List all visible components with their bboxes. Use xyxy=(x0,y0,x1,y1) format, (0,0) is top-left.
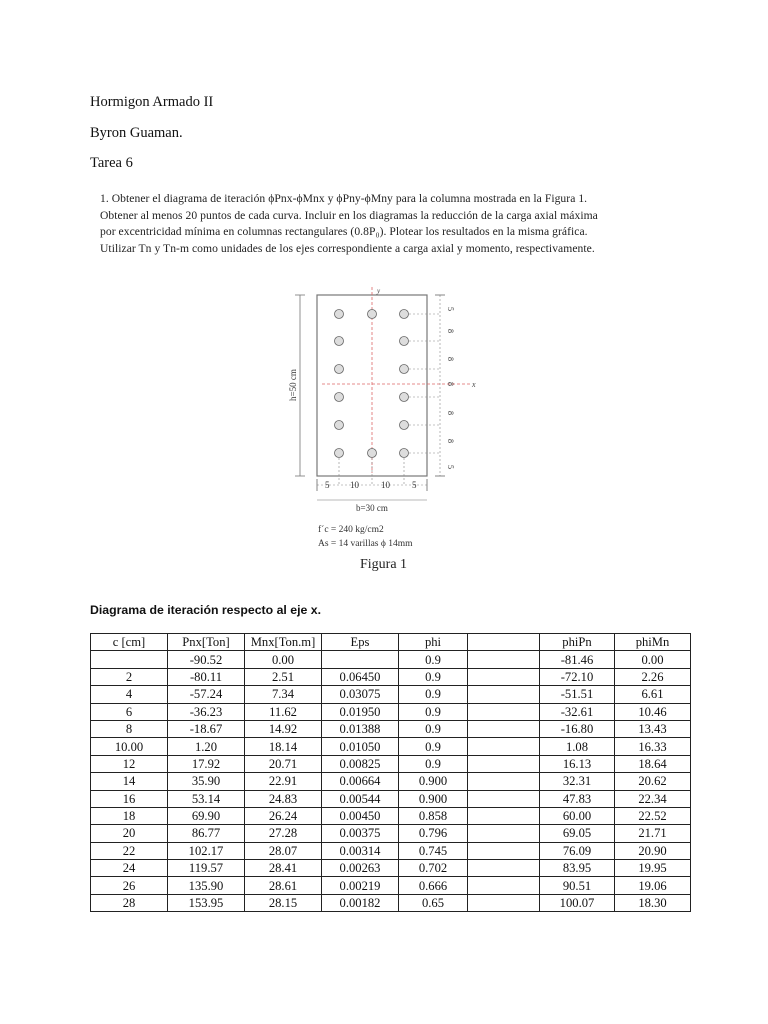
table-cell: 18 xyxy=(91,807,168,824)
table-cell: 20 xyxy=(91,825,168,842)
table-cell: 13.43 xyxy=(615,720,691,737)
table-cell: 24.83 xyxy=(245,790,322,807)
table-cell: 18.64 xyxy=(615,755,691,772)
table-cell: 8 xyxy=(91,720,168,737)
table-cell xyxy=(91,651,168,668)
figure-caption: Figura 1 xyxy=(360,557,408,572)
dim-label: 10 xyxy=(381,480,390,490)
task-line: Utilizar Tn y Tn-m como unidades de los ejes correspondiente a carga axial y momento, respectivamente. xyxy=(100,241,595,255)
table-row xyxy=(91,686,691,703)
table-cell: 102.17 xyxy=(168,842,245,859)
dim-label: 8 xyxy=(446,357,455,361)
table-cell xyxy=(468,807,540,824)
table-cell: 17.92 xyxy=(168,755,245,772)
table-cell: 19.06 xyxy=(615,877,691,894)
table-cell: 0.745 xyxy=(399,842,468,859)
table-row xyxy=(91,825,691,842)
table-cell: 28.41 xyxy=(245,860,322,877)
table-cell: 1.08 xyxy=(540,738,615,755)
table-cell: 22.91 xyxy=(245,773,322,790)
dim-label: 5 xyxy=(325,480,330,490)
table-cell: 69.05 xyxy=(540,825,615,842)
table-cell: 0.01950 xyxy=(322,703,399,720)
table-cell: 6.61 xyxy=(615,686,691,703)
table-row xyxy=(91,773,691,790)
table-cell xyxy=(468,686,540,703)
rebar xyxy=(400,310,409,319)
table-cell: 0.00664 xyxy=(322,773,399,790)
rebar xyxy=(368,449,377,458)
table-cell: 22.34 xyxy=(615,790,691,807)
table-row xyxy=(91,790,691,807)
table-cell: 0.900 xyxy=(399,773,468,790)
table-cell xyxy=(468,668,540,685)
rebar xyxy=(335,365,344,374)
rebar xyxy=(368,310,377,319)
table-cell: 11.62 xyxy=(245,703,322,720)
dim-label: 5 xyxy=(446,465,455,469)
table-cell: 0.9 xyxy=(399,668,468,685)
assignment-title: Tarea 6 xyxy=(90,155,133,171)
task-line: por excentricidad mínima en columnas rectangulares (0.8P₀). Plotear los resultados en la misma gráfica. xyxy=(100,225,588,238)
table-cell: 10.46 xyxy=(615,703,691,720)
rebar xyxy=(335,337,344,346)
table-cell xyxy=(468,877,540,894)
table-cell: -51.51 xyxy=(540,686,615,703)
table-cell: 0.00263 xyxy=(322,860,399,877)
table-cell xyxy=(468,738,540,755)
table-row xyxy=(91,877,691,894)
column-header: c [cm] xyxy=(91,634,168,651)
rebar xyxy=(335,310,344,319)
table-cell: 2.26 xyxy=(615,668,691,685)
table-cell: 4 xyxy=(91,686,168,703)
table-cell: 53.14 xyxy=(168,790,245,807)
rebar xyxy=(400,421,409,430)
table-cell: 0.00219 xyxy=(322,877,399,894)
dim-label: 10 xyxy=(350,480,359,490)
table-cell: 0.00375 xyxy=(322,825,399,842)
table-cell: 0.65 xyxy=(399,894,468,911)
table-cell: 1.20 xyxy=(168,738,245,755)
table-cell: 0.9 xyxy=(399,686,468,703)
table-cell: 22.52 xyxy=(615,807,691,824)
concrete-strength: f´c = 240 kg/cm2 xyxy=(318,525,384,535)
table-cell: 0.9 xyxy=(399,738,468,755)
table-row xyxy=(91,651,691,668)
table-cell: 20.90 xyxy=(615,842,691,859)
column-header: Mnx[Ton.m] xyxy=(245,634,322,651)
table-cell: 28.61 xyxy=(245,877,322,894)
table-cell: 7.34 xyxy=(245,686,322,703)
table-cell: 0.796 xyxy=(399,825,468,842)
rebar xyxy=(335,421,344,430)
table-cell: 10.00 xyxy=(91,738,168,755)
steel-area: As = 14 varillas ϕ 14mm xyxy=(318,539,413,549)
table-header-row xyxy=(91,634,691,651)
table-cell: 60.00 xyxy=(540,807,615,824)
table-cell: 27.28 xyxy=(245,825,322,842)
table-cell: 0.00 xyxy=(245,651,322,668)
table-cell: 0.06450 xyxy=(322,668,399,685)
table-cell: 16.33 xyxy=(615,738,691,755)
table-cell: 19.95 xyxy=(615,860,691,877)
table-cell: 21.71 xyxy=(615,825,691,842)
table-cell: 90.51 xyxy=(540,877,615,894)
task-line: 1. Obtener el diagrama de iteración ϕPnx-ϕMnx y ϕPny-ϕMny para la columna mostrada en la Figura 1. xyxy=(100,192,588,205)
table-cell: 24 xyxy=(91,860,168,877)
table-cell xyxy=(468,790,540,807)
table-cell: 12 xyxy=(91,755,168,772)
table-cell: 18.30 xyxy=(615,894,691,911)
table-cell: 16.13 xyxy=(540,755,615,772)
rebar xyxy=(335,393,344,402)
table-cell: 0.9 xyxy=(399,720,468,737)
table-cell: -32.61 xyxy=(540,703,615,720)
table-cell: 0.00182 xyxy=(322,894,399,911)
height-label: h=50 cm xyxy=(288,369,298,401)
table-row xyxy=(91,738,691,755)
table-cell: 0.9 xyxy=(399,703,468,720)
table-cell: -18.67 xyxy=(168,720,245,737)
dim-label: 5 xyxy=(446,307,455,311)
table-cell xyxy=(468,703,540,720)
table-cell: 0.01050 xyxy=(322,738,399,755)
table-cell: 0.00450 xyxy=(322,807,399,824)
interaction-table xyxy=(90,633,691,912)
table-cell: 0.00825 xyxy=(322,755,399,772)
table-cell: 26 xyxy=(91,877,168,894)
table-cell: 0.666 xyxy=(399,877,468,894)
dim-label: 8 xyxy=(446,411,455,415)
table-cell: 47.83 xyxy=(540,790,615,807)
table-cell: 100.07 xyxy=(540,894,615,911)
table-cell: -57.24 xyxy=(168,686,245,703)
table-row xyxy=(91,894,691,911)
table-cell: 16 xyxy=(91,790,168,807)
table-cell: 0.03075 xyxy=(322,686,399,703)
table-cell xyxy=(468,651,540,668)
table-cell: 153.95 xyxy=(168,894,245,911)
column-header: Eps xyxy=(322,634,399,651)
table-cell: 28.07 xyxy=(245,842,322,859)
section-title: Diagrama de iteración respecto al eje x. xyxy=(90,603,322,617)
table-cell xyxy=(468,773,540,790)
table-cell: -16.80 xyxy=(540,720,615,737)
table-cell: 0.9 xyxy=(399,755,468,772)
table-cell: -90.52 xyxy=(168,651,245,668)
task-line: Obtener al menos 20 puntos de cada curva. Incluir en los diagramas la reducción de la carga axial máxima xyxy=(100,208,598,222)
table-cell xyxy=(468,842,540,859)
column-header: phiMn xyxy=(615,634,691,651)
dim-label: 8 xyxy=(446,382,455,386)
table-cell: -72.10 xyxy=(540,668,615,685)
table-cell: 69.90 xyxy=(168,807,245,824)
column-header: Pnx[Ton] xyxy=(168,634,245,651)
table-cell: 0.900 xyxy=(399,790,468,807)
y-axis-label: y xyxy=(377,287,381,295)
table-cell: 22 xyxy=(91,842,168,859)
table-cell: 0.00314 xyxy=(322,842,399,859)
column-header: phiPn xyxy=(540,634,615,651)
column-section-figure xyxy=(280,283,520,583)
table-cell: 28 xyxy=(91,894,168,911)
table-row xyxy=(91,807,691,824)
dim-label: 5 xyxy=(412,480,417,490)
table-cell: 6 xyxy=(91,703,168,720)
table-row xyxy=(91,720,691,737)
table-cell: 20.71 xyxy=(245,755,322,772)
table-cell: -81.46 xyxy=(540,651,615,668)
table-cell xyxy=(468,860,540,877)
table-cell: 86.77 xyxy=(168,825,245,842)
table-cell: 28.15 xyxy=(245,894,322,911)
table-cell xyxy=(468,894,540,911)
table-cell: 0.9 xyxy=(399,651,468,668)
rebar xyxy=(400,449,409,458)
table-cell xyxy=(468,720,540,737)
table-cell: 2.51 xyxy=(245,668,322,685)
table-cell: 14 xyxy=(91,773,168,790)
table-cell xyxy=(322,651,399,668)
table-cell: 26.24 xyxy=(245,807,322,824)
table-cell: -80.11 xyxy=(168,668,245,685)
table-cell: 76.09 xyxy=(540,842,615,859)
dim-label: 8 xyxy=(446,329,455,333)
table-row xyxy=(91,668,691,685)
table-row xyxy=(91,755,691,772)
table-cell: 135.90 xyxy=(168,877,245,894)
column-header xyxy=(468,634,540,651)
rebar xyxy=(400,365,409,374)
table-cell: 119.57 xyxy=(168,860,245,877)
rebar xyxy=(400,393,409,402)
rebar xyxy=(400,337,409,346)
table-cell: 0.858 xyxy=(399,807,468,824)
column-header: phi xyxy=(399,634,468,651)
table-cell: 14.92 xyxy=(245,720,322,737)
x-axis-label: x xyxy=(472,380,476,389)
table-row xyxy=(91,842,691,859)
table-row xyxy=(91,860,691,877)
table-cell: 32.31 xyxy=(540,773,615,790)
dim-label: 8 xyxy=(446,439,455,443)
rebar xyxy=(335,449,344,458)
table-cell: 83.95 xyxy=(540,860,615,877)
table-row xyxy=(91,703,691,720)
task-statement xyxy=(100,191,675,257)
table-cell: 0.01388 xyxy=(322,720,399,737)
table-cell: 35.90 xyxy=(168,773,245,790)
table-cell: 18.14 xyxy=(245,738,322,755)
table-cell: 0.00 xyxy=(615,651,691,668)
course-title: Hormigon Armado II xyxy=(90,94,214,110)
author-name: Byron Guaman. xyxy=(90,125,183,141)
table-cell xyxy=(468,825,540,842)
width-label: b=30 cm xyxy=(356,503,388,513)
table-cell: 20.62 xyxy=(615,773,691,790)
table-cell: 2 xyxy=(91,668,168,685)
table-cell: -36.23 xyxy=(168,703,245,720)
table-cell: 0.00544 xyxy=(322,790,399,807)
table-cell xyxy=(468,755,540,772)
table-cell: 0.702 xyxy=(399,860,468,877)
